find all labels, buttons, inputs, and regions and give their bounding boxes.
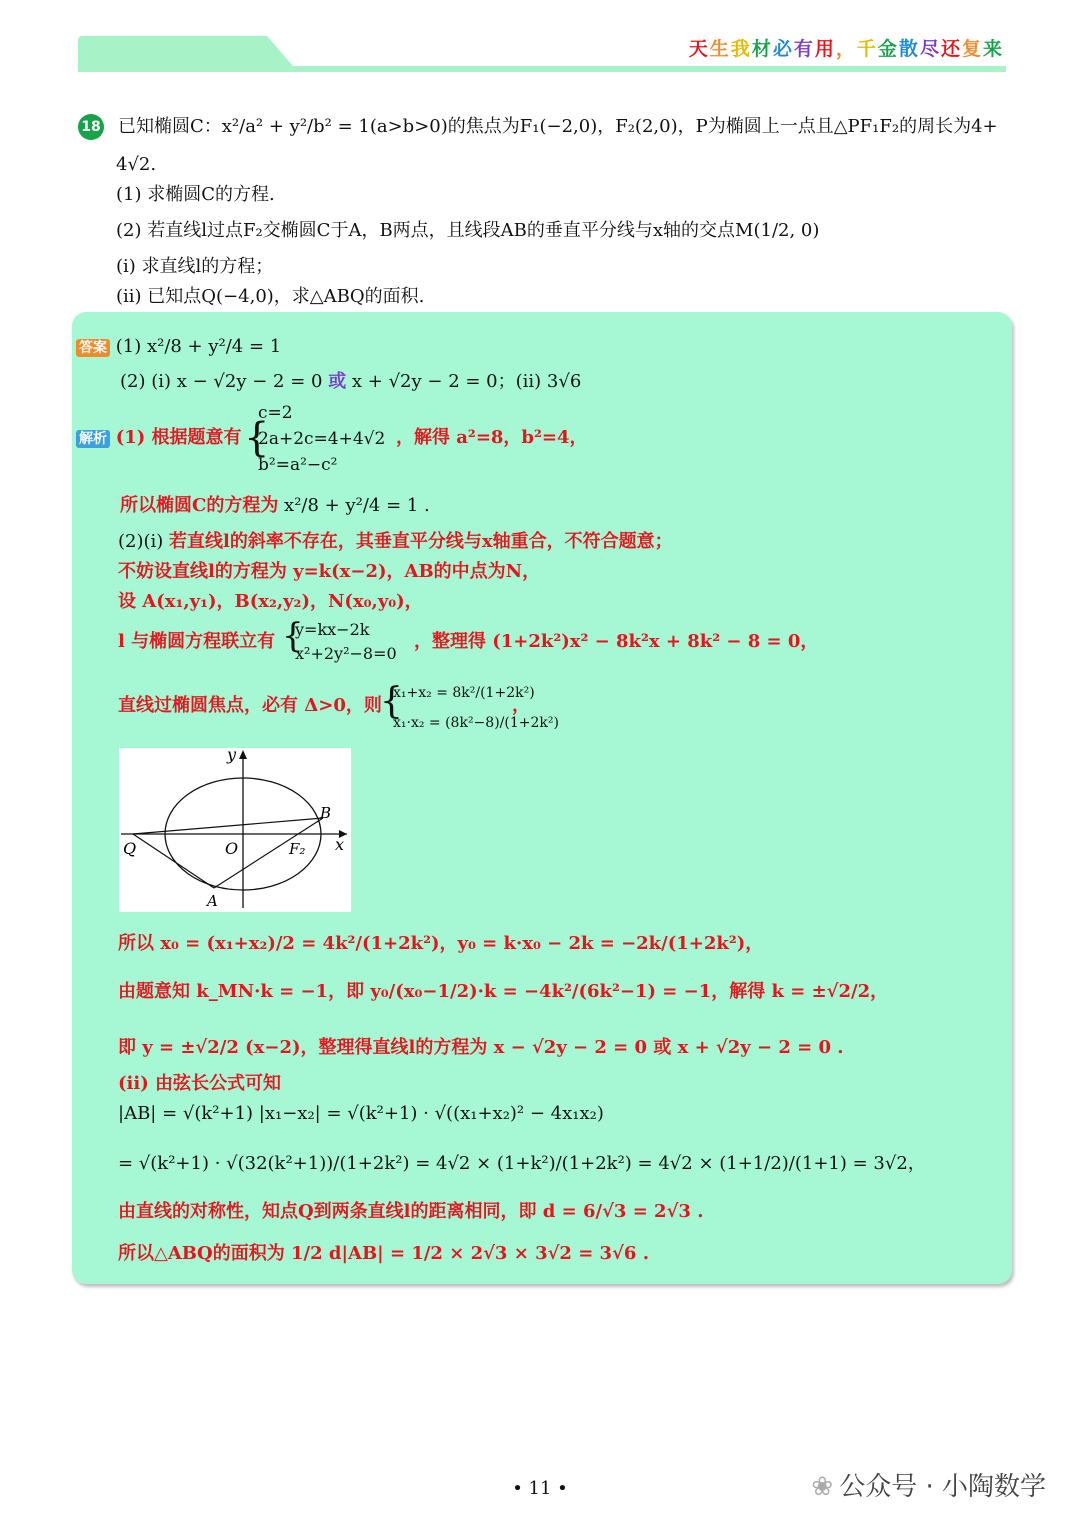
answer-part2a: (2) (i) x − √2y − 2 = 0: [120, 371, 329, 392]
solution-step2: [120, 492, 430, 520]
question-part1: (1) 求椭圆C的方程.: [116, 184, 275, 205]
label-O: O: [225, 839, 239, 858]
system2-eq1: y=kx−2k: [295, 620, 370, 639]
answer-part2b: x + √2y − 2 = 0；(ii) 3√6: [346, 371, 582, 392]
step3-label: (2)(i): [118, 531, 170, 552]
brace-3: {: [380, 681, 403, 722]
segment-QB: [133, 818, 323, 834]
label-Q: Q: [123, 839, 137, 858]
motto-char: 金: [877, 38, 899, 60]
solution-step14: 由直线的对称性，知点Q到两条直线l的距离相同，即 d = 6/√3 = 2√3 .: [118, 1201, 704, 1222]
motto-char: 生: [709, 38, 731, 60]
label-y: y: [227, 748, 237, 764]
y-axis-arrow: [239, 750, 247, 759]
answer-line2: [120, 368, 581, 396]
solution-step3: [118, 528, 673, 556]
answer-line1: [76, 333, 281, 362]
solution-step11: (ii) 由弦长公式可知: [118, 1073, 281, 1094]
solution-step5: 设 A(x₁,y₁)，B(x₂,y₂)，N(x₀,y₀)，: [118, 591, 423, 612]
motto-char: 散: [898, 38, 920, 60]
label-x: x: [335, 835, 345, 854]
answer-or: 或: [328, 371, 347, 392]
question-stem-line2: 4√2.: [116, 154, 157, 175]
wechat-icon: ❀: [811, 1472, 834, 1502]
solution-step7-label: 直线过椭圆焦点，必有 Δ>0，则: [118, 695, 382, 716]
question-stem-line1: 已知椭圆C：x²/a² + y²/b² = 1(a>b>0)的焦点为F₁(−2,0)，F₂(2,0)，P为椭圆上一点且△PF₁F₂的周长为4+: [118, 116, 998, 137]
solution-step7-end: ，: [512, 695, 530, 716]
motto-char: 还: [940, 38, 962, 60]
system-2: [295, 618, 397, 666]
solution-step12: |AB| = √(k²+1) |x₁−x₂| = √(k²+1) · √((x₁+x₂)² − 4x₁x₂): [118, 1103, 604, 1124]
solution-step6-result: ，整理得 (1+2k²)x² − 8k²x + 8k² − 8 = 0，: [414, 631, 819, 652]
answer-tag: 答案: [76, 339, 110, 357]
header-rule: [78, 66, 1006, 72]
ellipse-figure: [119, 748, 351, 912]
motto-char: 材: [751, 38, 773, 60]
system3-eq1: x₁+x₂ = 8k²/(1+2k²): [393, 685, 535, 701]
solution-step15: 所以△ABQ的面积为 1/2 d|AB| = 1/2 × 2√3 × 3√2 = 3√6 .: [118, 1243, 649, 1264]
question-part2-ii: (ii) 已知点Q(−4,0)，求△ABQ的面积.: [116, 286, 425, 307]
question-part2: (2) 若直线l过点F₂交椭圆C于A，B两点，且线段AB的垂直平分线与x轴的交点M(1/2, 0): [116, 220, 820, 241]
solution-step9: 由题意知 k_MN·k = −1，即 y₀/(x₀−1/2)·k = −4k²/(6k²−1) = −1，解得 k = ±√2/2，: [118, 981, 889, 1002]
solution-step4: 不妨设直线l的方程为 y=k(x−2)，AB的中点为N，: [118, 561, 541, 582]
segment-QA: [133, 834, 214, 888]
header-motto: [689, 34, 1004, 61]
motto-char: 有: [793, 38, 815, 60]
solution-step8: 所以 x₀ = (x₁+x₂)/2 = 4k²/(1+2k²)，y₀ = k·x₀ − 2k = −2k/(1+2k²)，: [118, 933, 764, 954]
question-number-badge: 18: [78, 114, 104, 140]
step1-prefix: (1) 根据题意有: [115, 427, 242, 448]
system1-eq1: c=2: [258, 403, 293, 423]
label-B: B: [320, 804, 332, 822]
motto-char: 复: [961, 38, 983, 60]
label-F2: F₂: [289, 840, 306, 858]
system-1: [258, 400, 385, 478]
motto-char: ，: [835, 38, 857, 60]
motto-char: 用: [814, 38, 836, 60]
solution-step10: 即 y = ±√2/2 (x−2)，整理得直线l的方程为 x − √2y − 2 = 0 或 x + √2y − 2 = 0 .: [118, 1037, 844, 1058]
label-A: A: [207, 892, 218, 910]
system3-eq2: x₁·x₂ = (8k²−8)/(1+2k²): [393, 715, 559, 731]
motto-char: 我: [730, 38, 752, 60]
motto-char: 天: [688, 38, 710, 60]
header-tab: [78, 36, 293, 66]
question-part2-i: (i) 求直线l的方程；: [116, 256, 274, 277]
ellipse-diagram: [119, 748, 351, 912]
watermark: [811, 1466, 1046, 1503]
solution-step1: [76, 424, 242, 453]
motto-char: 来: [982, 38, 1004, 60]
system1-eq2: 2a+2c=4+4√2: [258, 429, 386, 449]
system-3: [393, 678, 559, 738]
system2-eq2: x²+2y²−8=0: [295, 644, 397, 663]
motto-char: 必: [772, 38, 794, 60]
solution-tag: 解析: [76, 430, 110, 448]
watermark-text: 公众号 · 小陶数学: [839, 1472, 1046, 1502]
step2-eq: x²/8 + y²/4 = 1 .: [278, 495, 430, 516]
motto-char: 尽: [919, 38, 941, 60]
step3-text: 若直线l的斜率不存在，其垂直平分线与x轴重合，不符合题意；: [169, 531, 673, 552]
page-number: • 11 •: [512, 1478, 568, 1499]
system1-eq3: b²=a²−c²: [258, 455, 338, 475]
solution-step13: = √(k²+1) · √(32(k²+1))/(1+2k²) = 4√2 × (1+k²)/(1+2k²) = 4√2 × (1+1/2)/(1+1) = 3√2，: [118, 1153, 926, 1174]
step2-label: 所以椭圆C的方程为: [120, 495, 279, 516]
motto-char: 千: [856, 38, 878, 60]
brace-2: {: [282, 616, 304, 656]
solution-step6-label: l 与椭圆方程联立有: [118, 631, 276, 652]
step1-result: ，解得 a²=8，b²=4，: [396, 427, 588, 448]
brace-1: {: [244, 415, 270, 461]
answer-part1: (1) x²/8 + y²/4 = 1: [115, 336, 282, 357]
